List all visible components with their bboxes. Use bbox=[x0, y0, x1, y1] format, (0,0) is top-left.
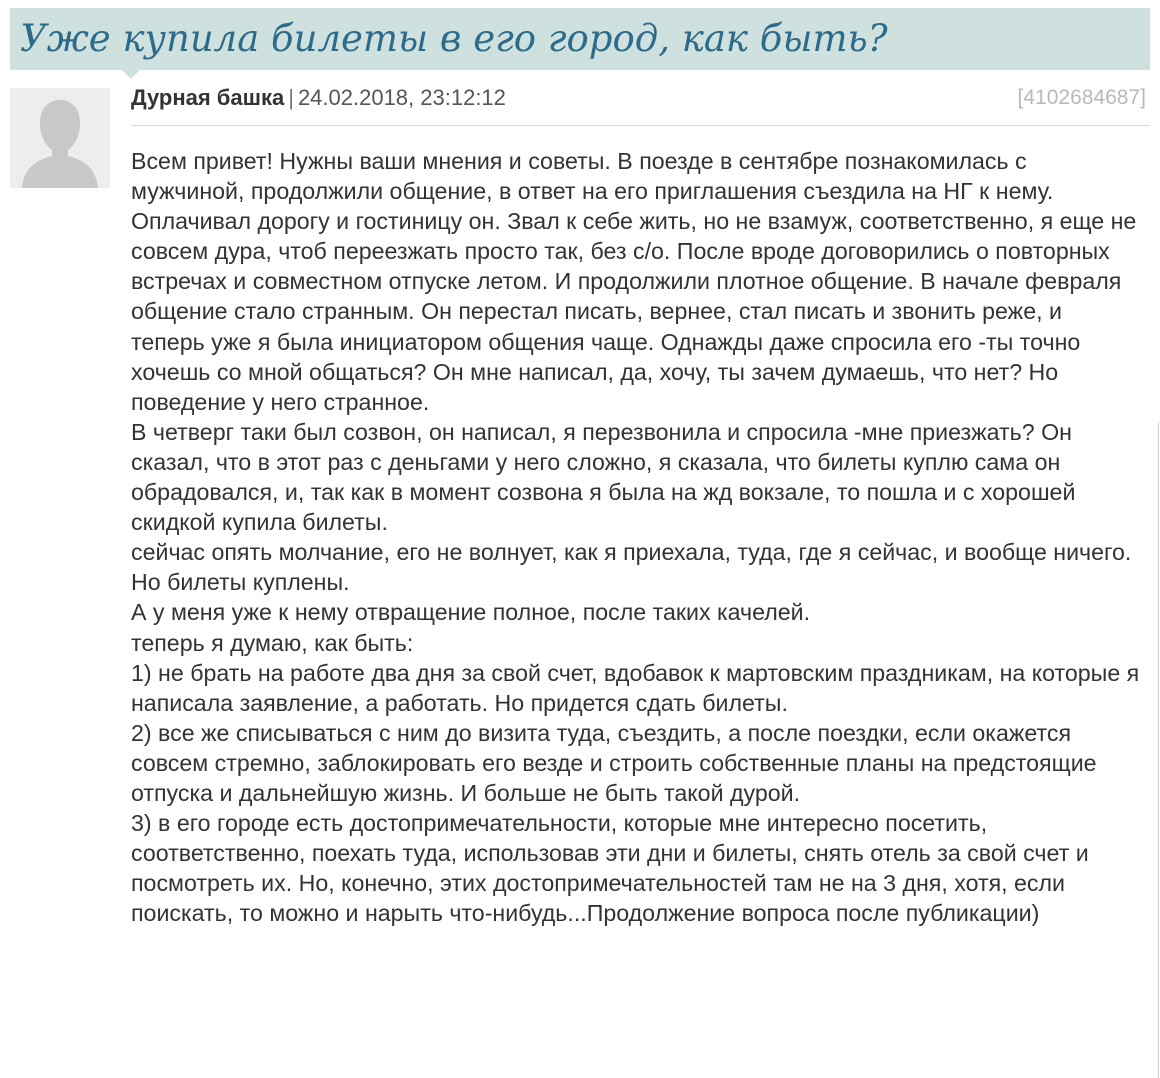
author-name[interactable]: Дурная башка bbox=[131, 85, 285, 110]
post-body bbox=[131, 146, 1141, 928]
question-title-bar bbox=[10, 8, 1150, 70]
post-header bbox=[131, 83, 1150, 126]
post-paragraph: 2) все же списываться с ним до визита туда, съездить, а после поездки, если окажется совсем стремно, заблокировать его везде и строить собственные планы на предстоящие отпуска и дальнейшую жизнь. И больше не быть такой дурой. bbox=[131, 719, 1097, 806]
user-silhouette-icon bbox=[10, 88, 110, 188]
post-paragraph: сейчас опять молчание, его не волнует, как я приехала, туда, где я сейчас, и вообще ничего. Но билеты куплены. bbox=[131, 539, 1132, 596]
post-paragraph: В четверг таки был созвон, он написал, я перезвонила и спросила -мне приезжать? Он сказал, что в этот раз с деньгами у него сложно, я сказала, что билеты куплю сама он обрадовался, и, так как в момент созвона я была на жд вокзале, то пошла и с хорошей скидкой купила билеты. bbox=[131, 418, 1076, 536]
post-paragraph: 3) в его городе есть достопримечательности, которые мне интересно посетить, соответственно, поехать туда, использовав эти дни и билеты, снять отель за свой счет и посмотреть их. Но, конечно, этих достопримечательностей там не на 3 дня, хотя, если поискать, то можно и нарыть что-нибудь...Продолжение вопроса после публикации) bbox=[131, 810, 1089, 927]
header-separator: | bbox=[288, 85, 294, 110]
post-paragraph: А у меня уже к нему отвращение полное, после таких качелей. bbox=[131, 599, 811, 626]
post-paragraph: Всем привет! Нужны ваши мнения и советы. В поезде в сентябре познакомилась с мужчиной, продолжили общение, в ответ на его приглашения съездила на НГ к нему. Оплачивал дорогу и гостиницу он. Звал к себе жить, но не взамуж, соответственно, я еще не совсем дура, чтоб переезжать просто так, без с/о. После вроде договорились о повторных встречах и совместном отпуске летом. И продолжили плотное общение. В начале февраля общение стало странным. Он перестал писать, вернее, стал писать и звонить реже, и теперь уже я была инициатором общения чаще. Однажды даже спросила его -ты точно хочешь со мной общаться? Он мне написал, да, хочу, ты зачем думаешь, что нет? Но поведение у него странное. bbox=[131, 148, 1137, 415]
title-pointer bbox=[122, 70, 140, 79]
post-paragraph: теперь я думаю, как быть: bbox=[131, 629, 414, 656]
question-title: Уже купила билеты в его город, как быть? bbox=[20, 17, 888, 60]
avatar bbox=[10, 88, 110, 188]
post-datetime: 24.02.2018, 23:12:12 bbox=[297, 85, 506, 110]
post-paragraph: 1) не брать на работе два дня за свой счет, вдобавок к мартовским праздникам, на которые я написала заявление, а работать. Но придется сдать билеты. bbox=[131, 659, 1140, 716]
post-id[interactable]: [4102684687] bbox=[1017, 86, 1146, 109]
column-divider bbox=[1158, 422, 1159, 1078]
